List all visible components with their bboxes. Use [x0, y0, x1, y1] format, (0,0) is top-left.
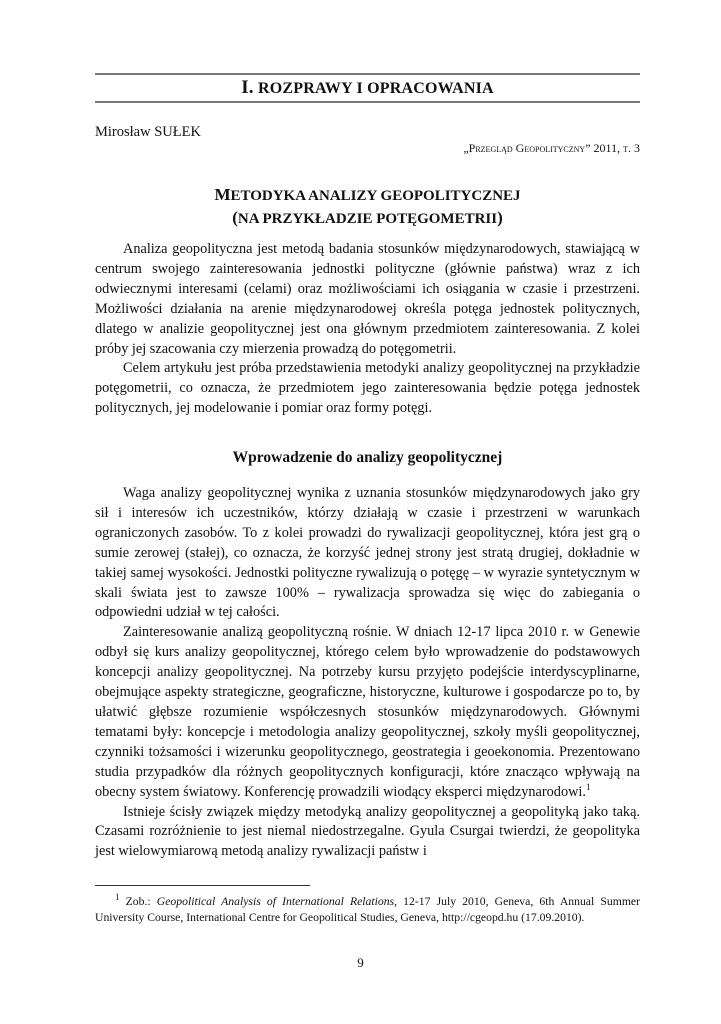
footnote-reference[interactable]: 1	[585, 781, 591, 792]
footnote-rule	[95, 885, 310, 886]
journal-year: 2011,	[590, 141, 624, 155]
body-paragraph-1: Waga analizy geopolitycznej wynika z uznania stosunków międzynarodowych jako gry sił i interesów ich uczestników, którzy działają w czasie i przestrzeni w warunkach ograniczonych zasobów. To z kolei prowadzi do rywalizacji geopolitycznej, która jest grą o sumie zerowej (stałej), co oznacza, że korzyść jednej strony jest stratą drugiej, dokładnie w takiej samej wysokości. Jednostki polityczne rywalizują o potęgę – w wyrazie syntetycznym w skali świata jest to zawsze 100% – rywalizacja sprowadza się więc do zabiegania o odpowiedni udział w tej całości.	[95, 485, 640, 621]
section-numeral: I.	[241, 77, 254, 98]
journal-name: Przegląd Geopolityczny	[468, 141, 586, 155]
title-line-2	[95, 207, 640, 230]
main-text	[95, 484, 640, 862]
footnote-paragraph	[95, 894, 640, 926]
title-line-1	[95, 184, 640, 207]
footnote-number: 1	[115, 892, 120, 903]
journal-volume: t. 3	[623, 141, 640, 155]
body-paragraph-3: Istnieje ścisły związek między metodyką analizy geopolitycznej a geopolityką jako taką. Czasami rozróżnienie to jest niemal niedostrzegalne. Gyula Csurgai twierdzi, że geopolityka jest wielowymiarową metodą analizy rywalizacji państw i	[95, 803, 640, 860]
title-line-1-rest: ETODYKA ANALIZY GEOPOLITYCZNEJ	[230, 188, 521, 204]
title-line-2-open: (	[232, 208, 238, 227]
subsection-heading: Wprowadzenie do analizy geopolitycznej	[232, 449, 503, 466]
abstract-paragraph-2: Celem artykułu jest próba przedstawienia metodyki analizy geopolitycznej na przykładzie potęgometrii, co oznacza, że przedmiotem jego zainteresowania będzie potęga jednostek politycznych, jej modelowanie i pomiar oraz formy potęgi.	[95, 360, 640, 417]
journal-close-quote: ”	[585, 141, 591, 155]
author-name: Mirosław SUŁEK	[95, 124, 201, 140]
header-rule-bottom	[95, 101, 640, 103]
body-paragraph-2-text: Zainteresowanie analizą geopolityczną rośnie. W dniach 12-17 lipca 2010 r. w Genewie odbył się kurs analizy geopolitycznej, którego celem było wprowadzenie do podstawowych koncepcji analizy geopolitycznej. Na potrzeby kursu przyjęto podejście interdyscyplinarne, obejmujące aspekty strategiczne, geograficzne, historyczne, kulturowe i gospodarcze po to, by ułatwić głębsze rozumienie współczesnych stosunków międzynarodowych. Głównymi tematami były: koncepcje i metodologia analizy geopolitycznej, szkoły myśli geopolitycznej, czynniki tożsamości i wizerunku geopolitycznego, geostrategia i geoekonomia. Prezentowano studia przypadków dla różnych geopolitycznych konfiguracji, które znacząco wpływają na obecny system światowy. Konferencję prowadzili wiodący eksperci międzynarodowi.	[95, 624, 640, 800]
footnote-rest: , 12-17 July 2010, Geneva, 6th Annual Summer University Course, International Centre for Geopolitical Studies, Geneva, http://cgeopd.hu (17.09.2010).	[95, 895, 640, 924]
article-title	[95, 184, 640, 230]
section-heading	[95, 77, 640, 99]
footnote-title: Geopolitical Analysis of International Relations	[156, 895, 395, 908]
section-title: ROZPRAWY I OPRACOWANIA	[257, 80, 494, 97]
header-rule-top	[95, 73, 640, 75]
title-line-1-cap: M	[214, 185, 231, 204]
title-line-2-rest: NA PRZYKŁADZIE POTĘGOMETRII	[237, 211, 498, 227]
title-line-2-close: )	[497, 208, 503, 227]
page-number: 9	[357, 955, 364, 970]
abstract	[95, 240, 640, 419]
journal-open-quote: „	[463, 141, 469, 155]
footnote-prefix: Zob.:	[119, 895, 157, 908]
footnote	[95, 894, 640, 926]
body-paragraph-2	[95, 623, 640, 802]
abstract-paragraph-1: Analiza geopolityczna jest metodą badania stosunków międzynarodowych, stawiającą w centrum swojego zainteresowania jednostki polityczne (głównie państwa) wraz z ich odwiecznymi interesami (celami) oraz możliwościami ich osiągania w czasie i przestrzeni. Możliwości działania na arenie międzynarodowej określa potęga jednostek politycznych, dlatego w analizie geopolitycznej jest ona głównym przedmiotem zainteresowania. Z kolei próby jej szacowania czy mierzenia prowadzą do potęgometrii.	[95, 241, 640, 357]
journal-citation	[463, 141, 640, 156]
